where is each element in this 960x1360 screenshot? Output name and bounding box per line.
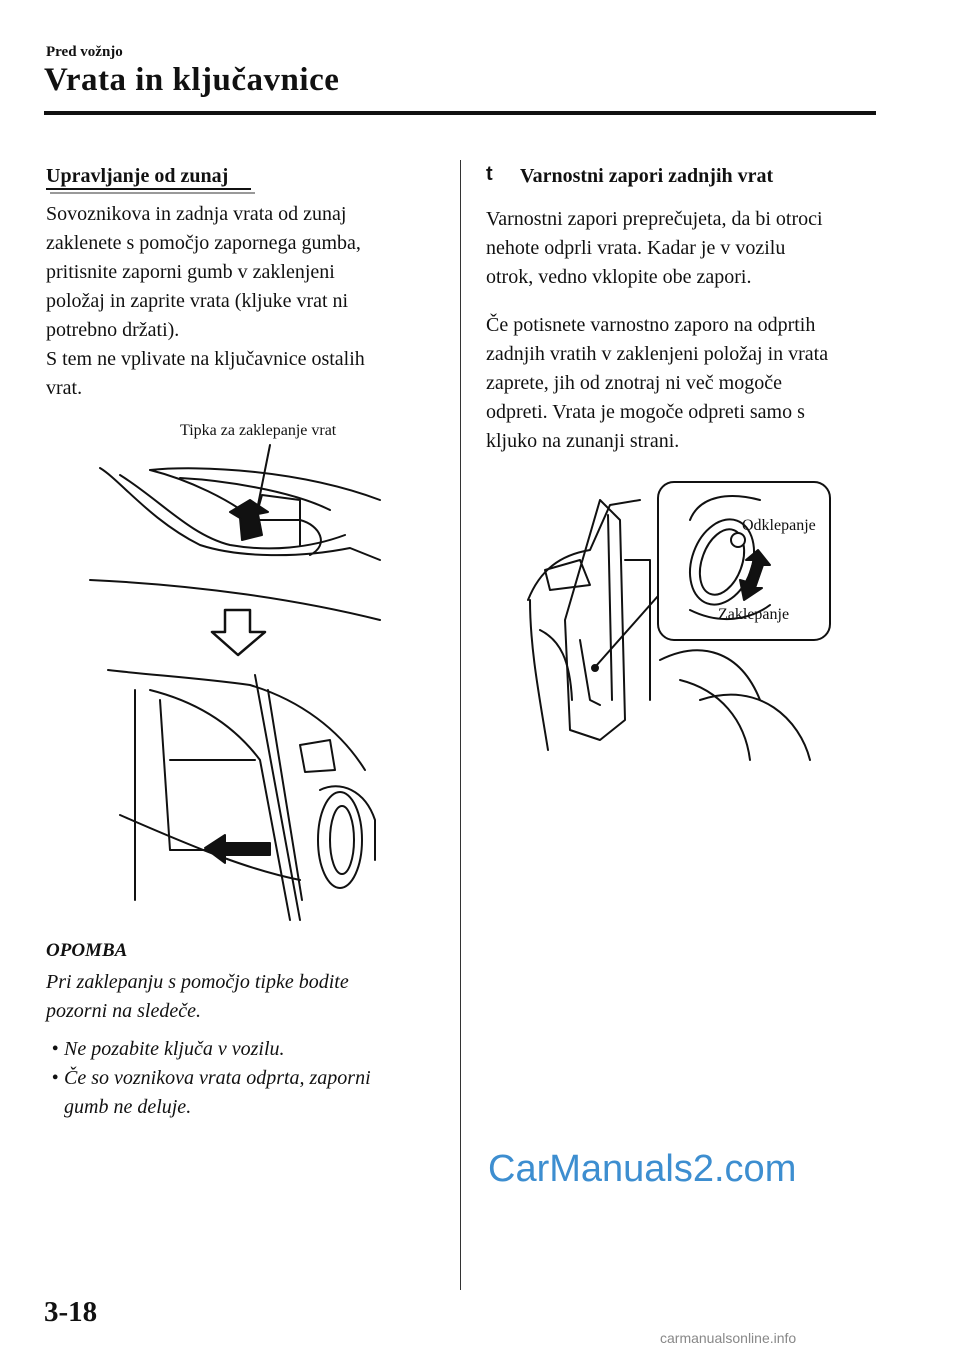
paragraph-line: zadnjih vratih v zaklenjeni položaj in vrata — [486, 343, 829, 365]
watermark: CarManuals2.com — [488, 1148, 797, 1190]
lock-label: Zaklepanje — [718, 606, 790, 623]
bullet-icon: • — [51, 1067, 59, 1089]
paragraph-line: odpreti. Vrata je mogoče odpreti samo s — [486, 401, 805, 423]
unlock-label: Odklepanje — [742, 517, 816, 534]
note-heading: OPOMBA — [46, 940, 128, 961]
paragraph-line: zaklenete s pomočjo zapornega gumba, — [46, 232, 361, 254]
note-line: pozorni na sledeče. — [46, 1000, 201, 1022]
paragraph-line: kljuko na zunanji strani. — [486, 430, 680, 452]
bullet-text: Ne pozabite ključa v vozilu. — [64, 1038, 285, 1060]
paragraph-line: potrebno držati). — [46, 319, 180, 341]
paragraph-line: Če potisnete varnostno zaporo na odprtih — [486, 314, 816, 336]
paragraph-line: zaprete, jih od znotraj ni več mogoče — [486, 372, 782, 394]
bullet-continuation: gumb ne deluje. — [64, 1096, 192, 1118]
bullet-text: Če so voznikova vrata odprta, zaporni — [64, 1067, 371, 1089]
bullet-icon: • — [51, 1038, 59, 1060]
paragraph-line: Sovoznikova in zadnja vrata od zunaj — [46, 203, 347, 225]
page-title: Vrata in ključavnice — [44, 62, 340, 98]
door-lock-button-label: Tipka za zaklepanje vrat — [180, 422, 337, 439]
paragraph-line: položaj in zaprite vrata (kljuke vrat ni — [46, 290, 349, 312]
paragraph-line: S tem ne vplivate na ključavnice ostalih — [46, 348, 365, 370]
paragraph-line: Varnostni zapori preprečujeta, da bi otroci — [486, 208, 823, 230]
paragraph-line: nehote odprli vrata. Kadar je v vozilu — [486, 237, 786, 259]
page-number: 3-18 — [44, 1296, 98, 1328]
paragraph-line: pritisnite zaporni gumb v zaklenjeni — [46, 261, 335, 283]
section-marker-icon: t — [486, 163, 493, 185]
footer-site: carmanualsonline.info — [660, 1330, 797, 1346]
left-subheading: Upravljanje od zunaj — [46, 165, 229, 187]
right-heading: Varnostni zapori zadnjih vrat — [520, 165, 774, 187]
note-line: Pri zaklepanju s pomočjo tipke bodite — [46, 971, 349, 993]
paragraph-line: otrok, vedno vklopite obe zapori. — [486, 266, 752, 288]
section-label: Pred vožnjo — [46, 44, 123, 60]
paragraph-line: vrat. — [46, 377, 83, 399]
